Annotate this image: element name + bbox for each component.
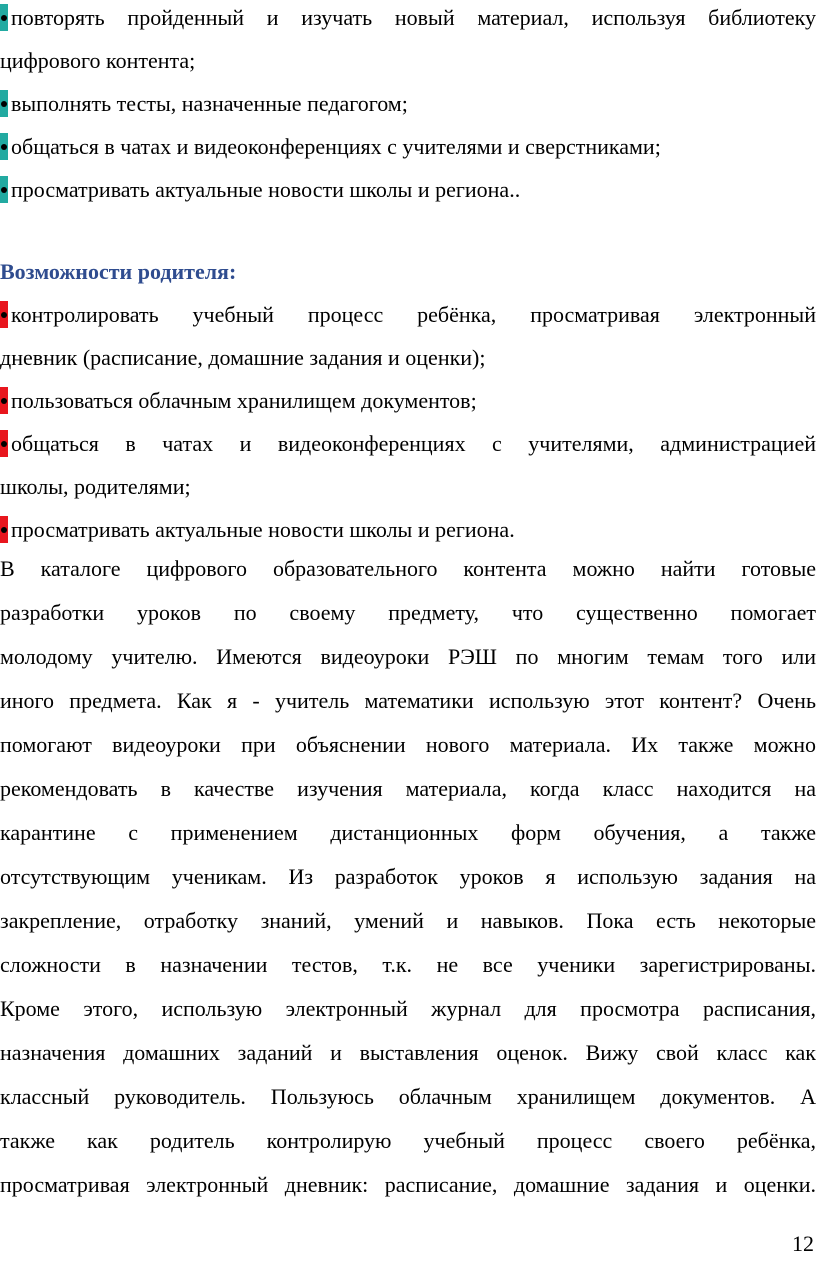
bullet-marker-icon [0,133,8,160]
parent-item-1-line-1: контролировать учебный процесс ребёнка, просматривая электронный [0,299,816,331]
bullet-marker-icon [0,176,8,203]
paragraph-line: иного предмета. Как я - учитель математики использую этот контент? Очень [0,688,816,713]
bullet-marker-icon [0,90,8,117]
bullet-marker-icon [0,4,8,31]
paragraph-line: просматривая электронный дневник: расписание, домашние задания и оценки. [0,1172,816,1197]
paragraph-line: Кроме этого, использую электронный журнал для просмотра расписания, [0,996,816,1021]
bullet-marker-icon [0,430,8,457]
parent-item-2: пользоваться облачным хранилищем документов; [0,385,816,417]
paragraph-line: В каталоге цифрового образовательного контента можно найти готовые [0,556,816,581]
paragraph-line: закрепление, отработку знаний, умений и навыков. Пока есть некоторые [0,908,816,933]
parent-capabilities-heading: Возможности родителя: [0,259,237,284]
paragraph-line: отсутствующим ученикам. Из разработок уроков я использую задания на [0,864,816,889]
parent-item-4: просматривать актуальные новости школы и региона. [0,514,816,546]
student-item-1-line-2: цифрового контента; [0,48,196,73]
student-item-1-line-1: повторять пройденный и изучать новый материал, используя библиотеку [0,2,816,34]
parent-item-1-line-2: дневник (расписание, домашние задания и оценки); [0,345,486,370]
bullet-marker-icon [0,387,8,414]
paragraph-line: молодому учителю. Имеются видеоуроки РЭШ по многим темам того или [0,644,816,669]
paragraph-line: назначения домашних заданий и выставления оценок. Вижу свой класс как [0,1040,816,1065]
page-number: 12 [792,1231,814,1256]
paragraph-line: карантине с применением дистанционных форм обучения, а также [0,820,816,845]
paragraph-line: также как родитель контролирую учебный процесс своего ребёнка, [0,1128,816,1153]
parent-item-3-line-2: школы, родителями; [0,474,191,499]
student-item-3: общаться в чатах и видеоконференциях с учителями и сверстниками; [0,131,816,163]
paragraph-line: разработки уроков по своему предмету, что существенно помогает [0,600,816,625]
paragraph-line: рекомендовать в качестве изучения материала, когда класс находится на [0,776,816,801]
paragraph-line: помогают видеоуроки при объяснении нового материала. Их также можно [0,732,816,757]
paragraph-line: сложности в назначении тестов, т.к. не все ученики зарегистрированы. [0,952,816,977]
paragraph-line: классный руководитель. Пользуюсь облачным хранилищем документов. А [0,1084,816,1109]
student-item-2: выполнять тесты, назначенные педагогом; [0,88,816,120]
bullet-marker-icon [0,301,8,328]
bullet-marker-icon [0,516,8,543]
parent-item-3-line-1: общаться в чатах и видеоконференциях с учителями, администрацией [0,428,816,460]
student-item-4: просматривать актуальные новости школы и региона.. [0,174,816,206]
